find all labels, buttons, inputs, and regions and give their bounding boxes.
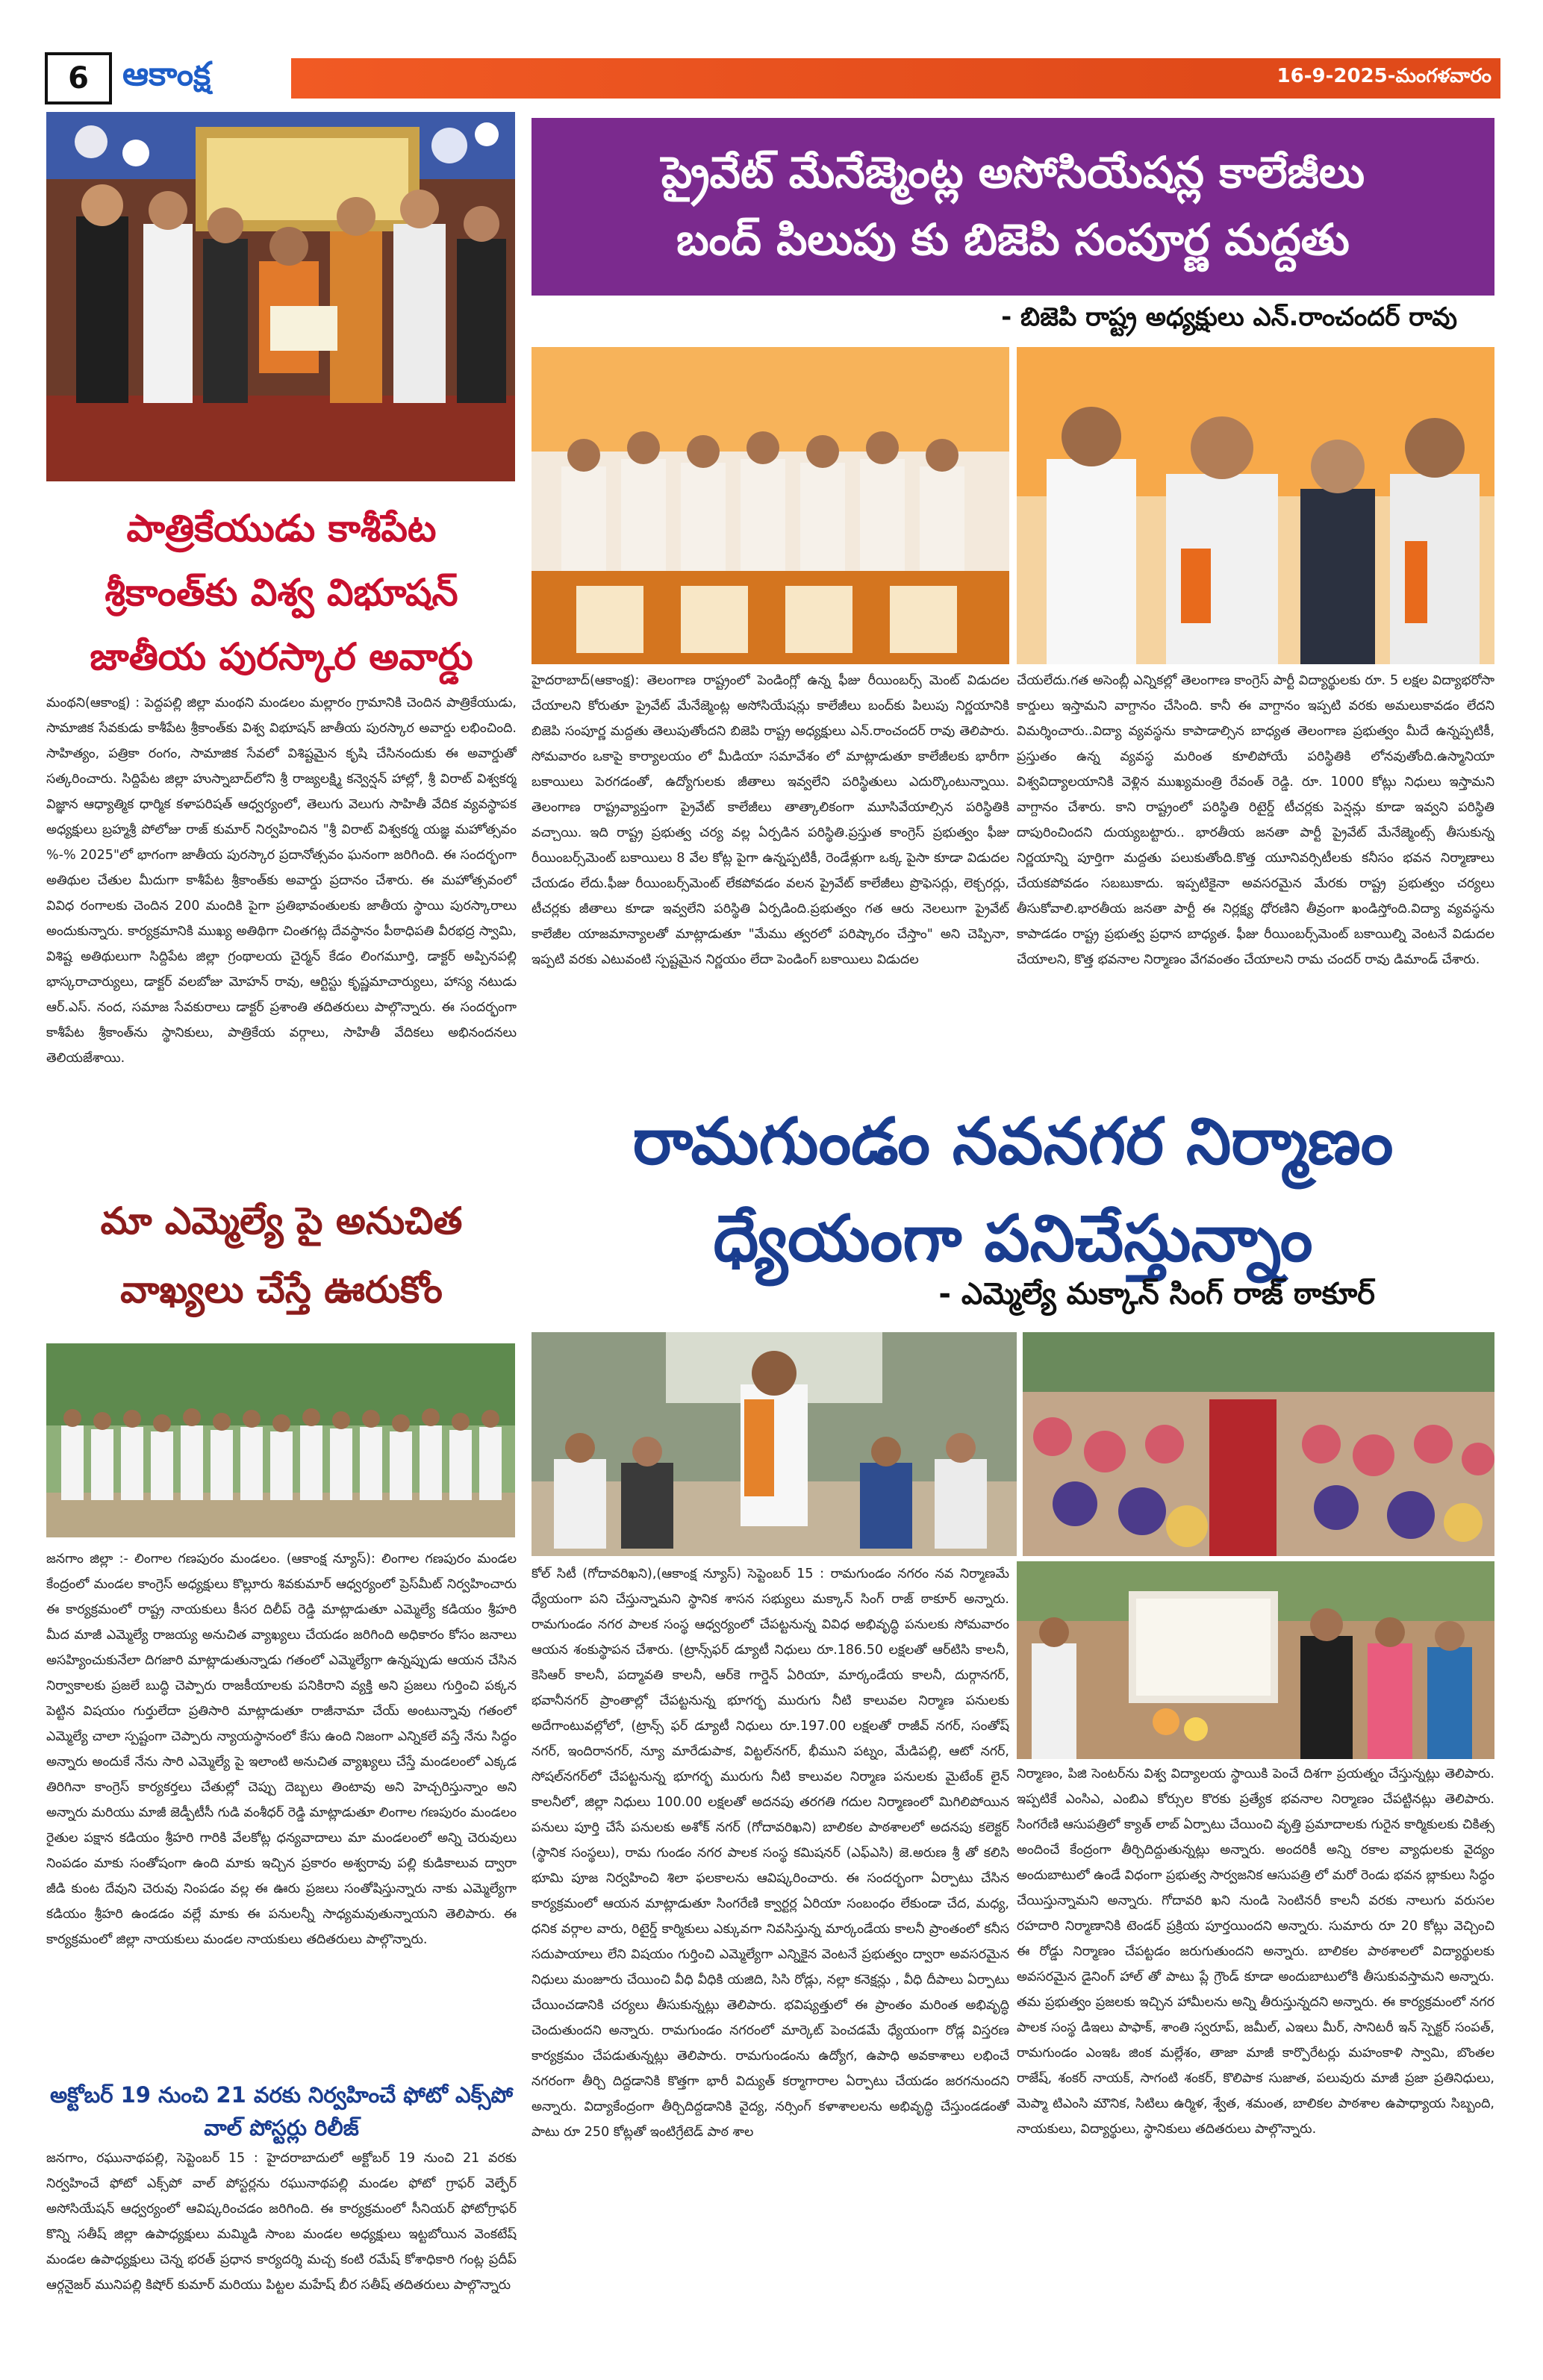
ramagundam-story-byline: - ఎమ్మెల్యే మక్కాన్ సింగ్ రాజ్ ఠాకూర్ xyxy=(938,1277,1375,1311)
award-story-headline xyxy=(46,496,517,689)
bjp-story-byline: - బిజెపి రాష్ట్ర అధ్యక్షులు ఎన్.రాంచందర్ రావు xyxy=(1001,302,1457,332)
headline-line: వాఖ్యలు చేస్తే ఊరుకోం xyxy=(120,1268,443,1311)
ramagundam-story-headline xyxy=(532,1093,1494,1287)
award-ceremony-photo xyxy=(46,112,515,481)
press-meet-group-photo xyxy=(46,1343,515,1537)
bjp-press-meet-photo xyxy=(1017,347,1494,664)
mla-comments-headline xyxy=(46,1187,517,1324)
foundation-stone-photo xyxy=(1017,1561,1494,1759)
banner-line: బంద్ పిలుపు కు బిజెపి సంపూర్ణ మద్దతు xyxy=(676,214,1350,265)
newspaper-logo: ఆకాంక్ష xyxy=(122,55,211,93)
banner-line: ప్రైవేట్ మేనేజ్మెంట్ల అసోసియేషన్ల కాలేజీలు xyxy=(661,147,1365,199)
award-story-body: మంథని(ఆకాంక్ష) : పెద్దపల్లి జిల్లా మంథని మండలం మల్లారం గ్రామానికి చెందిన పాత్రికేయుడు, సామాజిక సేవకుడు కాశీపేట శ్రీకాంత్‌కు విశ్వ విభూషన్ జాతీయ పురస్కార అవార్డు లభించింది. సాహిత్యం, పత్రికా రంగం, సామాజిక సేవలో విశిష్టమైన కృషి చేసినందుకు ఈ అవార్డుతో సత్కరించారు. సిద్దిపేట జిల్లా హుస్నాబాద్‌లోని శ్రీ రాజ్యలక్ష్మి కన్వెన్షన్ హాల్లో, శ్రీ విరాట్ విశ్వకర్మ విజ్ఞాన ఆధ్యాత్మిక ధార్మిక కళాపరిషత్ ఆధ్వర్యంలో, తెలుగు వెలుగు సాహితీ వేదిక వ్యవస్థాపక అధ్యక్షులు బ్రహ్మశ్రీ పోలోజు రాజ్ కుమార్ నిర్వహించిన "శ్రీ విరాట్ విశ్వకర్మ యజ్ఞ మహోత్సవం %-% 2025"లో భాగంగా జాతీయ పురస్కార ప్రదానోత్సవం ఘనంగా జరిగింది. ఈ సందర్భంగా అతిథుల చేతుల మీదుగా కాశీపేట శ్రీకాంత్‌కు అవార్డు ప్రదానం చేశారు. ఈ మహోత్సవంలో వివిధ రంగాలకు చెందిన 200 మందికి పైగా ప్రతిభావంతులకు జాతీయ స్థాయి పురస్కారాలు అందుకున్నారు. కార్యక్రమానికి ముఖ్య అతిథిగా చింతగట్ల దేవస్థానం పీఠాధిపతి వీరభద్ర స్వామి, విశిష్ట అతిథులుగా సిద్దిపేట జిల్లా గ్రంథాలయ చైర్మన్ కేడం లింగమూర్తి, డాక్టర్ అప్పినపల్లి భాస్కరాచార్యులు, డాక్టర్ వలబోజు మోహన్ రావు, ఆర్టిస్టు కృష్ణమాచార్యులు, హాస్య నటుడు ఆర్.ఎస్. నంద, సమాజ సేవకురాలు డాక్టర్ ప్రశాంతి తదితరులు పాల్గొన్నారు. ఈ సందర్భంగా కాశీపేట శ్రీకాంత్‌ను స్థానికులు, పాత్రికేయ వర్గాలు, సాహితీ వేదికలు అభినందనలు తెలియజేశాయి. xyxy=(46,696,517,1066)
headline-line: మా ఎమ్మెల్యే పై అనుచిత xyxy=(100,1199,463,1243)
photo-expo-body: జనగాం, రఘునాథపల్లి, సెప్టెంబర్ 15 : హైదరాబాదులో అక్టోబర్ 19 నుంచి 21 వరకు నిర్వహించే ఫోటో ఎక్స్‌పో వాల్ పోస్టర్లను రఘునాథపల్లి మండల ఫోటో గ్రాఫర్ వెల్ఫేర్ అసోసియేషన్ ఆధ్వర్యంలో ఆవిష్కరించడం జరిగింది. ఈ కార్యక్రమంలో సీనియర్ ఫోటోగ్రాఫర్ కొన్ని సతీష్ జిల్లా ఉపాధ్యక్షులు మమ్మిడి సాంబ మండల అధ్యక్షులు ఇట్టబోయిన వెంకటేష్ మండల ఉపాధ్యక్షులు చెన్న భరత్ ప్రధాన కార్యదర్శి మచ్చ కంటి రమేష్ కోశాధికారి గంట్ల ప్రదీప్ ఆర్గనైజర్ మునిపల్లి కిషోర్ కుమార్ మరియు పిట్టల మహేష్ బీర సతీష్ తదితరులు పాల్గొన్నారు xyxy=(46,2151,517,2293)
audience-photo xyxy=(1023,1332,1494,1556)
headline-line: రామగుండం నవనగర నిర్మాణం xyxy=(632,1105,1394,1179)
headline-line: శ్రీకాంత్‌కు విశ్వ విభూషన్ xyxy=(105,571,458,614)
masthead xyxy=(45,52,1500,104)
headline-line: జాతీయ పురస్కార అవార్డు xyxy=(90,635,473,678)
mla-comments-body: జనగాం జిల్లా :- లింగాల గణపురం మండలం. (ఆకాంక్ష న్యూస్): లింగాల గణపురం మండల కేంద్రంలో మండల కాంగ్రెస్ అధ్యక్షులు కొల్లూరు శివకుమార్ ఆధ్వర్యంలో ప్రెస్‌మీట్ నిర్వహించారు ఈ కార్యక్రమంలో రాష్ట్ర నాయకులు కీసర దిలీప్ రెడ్డి మాట్లాడుతూ ఎమ్మెల్యే కడియం శ్రీహరి మీద మాజీ ఎమ్మెల్యే రాజయ్య అనుచిత వ్యాఖ్యలు చేయడం జరిగింది అధికారం కోసం జనాలు అసహ్యించుకునేలా దిగజారి మాట్లాడుతున్నాడు గతంలో ఎమ్మెల్యేగా ఉన్నప్పుడు ఆయన చేసిన నిర్వాకాలకు ప్రజలే బుద్ధి చెప్పారు రాజకీయాలకు పనికిరాని వ్యక్తి అని ప్రజలు గుర్తించి పక్కన పెట్టిన విషయం గుర్తులేదా ప్రతిసారి మాట్లాడుతూ రాజీనామా చేయ్ అంటున్నావు గతంలో ఎమ్మెల్యే చాలా స్పష్టంగా చెప్పారు న్యాయస్థానంలో కేసు ఉంది నిజంగా ఎన్నికలే వస్తే నేను సిద్ధం అన్నారు అందుకే నేను సారి ఎమ్మెల్యే పై ఇలాంటి అనుచిత వ్యాఖ్యలు చేస్తే మండలంలో ఎక్కడ తిరిగినా కాంగ్రెస్ కార్యకర్తలు చేతుల్లో చెప్పు దెబ్బలు తింటావు అని హెచ్చరిస్తున్నాం అని అన్నారు మరియు మాజీ జెడ్పీటీసీ గుడి వంశీధర్ రెడ్డి మాట్లాడుతూ లింగాల గణపురం మండలం రైతుల పక్షాన కడియం శ్రీహరి గారికి వేలకోట్ల ధన్యవాదాలు మా మండలంలో అన్ని చెరువులు నింపడం మాకు సంతోషంగా ఉంది మాకు ఇచ్చిన ప్రకారం అశ్వరావు పల్లి కుడికాలువ ద్వారా జీడి కుంట దేవుని చెరువు నింపడం వల్ల ఈ ఊరు ప్రజలు సంతోషిస్తున్నారు నాకు ఎమ్మెల్యేగా కడియం శ్రీహరి ఉండడం వల్లే మాకు ఈ పనులన్నీ సాధ్యమవుతున్నాయని తెలిపారు. ఈ కార్యక్రమంలో జిల్లా నాయకులు మండల నాయకులు తదితరులు పాల్గొన్నారు. xyxy=(46,1552,517,1947)
issue-date: 16-9-2025-మంగళవారం xyxy=(1224,58,1500,99)
bjp-story-body-col1: హైదరాబాద్(ఆకాంక్ష): తెలంగాణ రాష్ట్రంలో పెండింగ్లో ఉన్న ఫీజు రీయింబర్స్ మెంట్ విడుదల చేయాలని కోరుతూ ప్రైవేట్ మేనేజ్మెంట్ల అసోసియేషన్లు కాలేజీలు బంద్‌కు పిలుపు నిర్ణయానికి బిజెపి సంపూర్ణ మద్దతు తెలుపుతోందని బిజెపి రాష్ట్ర అధ్యక్షులు ఎన్.రాంచందర్ రావు తెలిపారు. సోమవారం ఒకాపై కార్యాలయం లో మీడియా సమావేశం లో మాట్లాడుతూ కాలేజీలకు భారీగా బకాయిలు పెరగడంతో, ఉద్యోగులకు జీతాలు ఇవ్వలేని పరిస్థితులు ఎదుర్కొంటున్నాయి. తెలంగాణ రాష్ట్రవ్యాప్తంగా ప్రైవేట్ కాలేజీలు తాత్కాలికంగా మూసివేయాల్సిన పరిస్థితికి వచ్చాయి. ఇది రాష్ట్ర ప్రభుత్వ చర్య వల్ల ఏర్పడిన పరిస్థితి.ప్రస్తుత కాంగ్రెస్ ప్రభుత్వం ఫీజు రీయింబర్స్‌మెంట్ బకాయిలు 8 వేల కోట్ల పైగా ఉన్నప్పటికీ, రెండేళ్లుగా ఒక్క పైసా కూడా విడుదల చేయడం లేదు.ఫీజు రీయింబర్స్‌మెంట్ లేకపోవడం వలన ప్రైవేట్ కాలేజీలు ప్రొఫెసర్లు, లెక్చరర్లు, టీచర్లకు జీతాలు కూడా ఇవ్వలేని పరిస్థితి ఏర్పడింది.ప్రభుత్వం గత ఆరు నెలలుగా ప్రైవేట్ కాలేజీల యాజమాన్యాలతో మాట్లాడుతూ "మేము త్వరలో పరిష్కారం చేస్తాం" అని చెప్పినా, ఇప్పటి వరకు ఎటువంటి స్పష్టమైన నిర్ణయం లేదా పెండింగ్ బకాయిలు విడుదల xyxy=(532,673,1009,967)
headline-line: ధ్యేయంగా పనిచేస్తున్నాం xyxy=(713,1202,1313,1276)
photo-expo-headline: అక్టోబర్ 19 నుంచి 21 వరకు నిర్వహించే ఫోటో ఎక్స్‌పో వాల్ పోస్టర్లు రిలీజ్ xyxy=(49,2082,514,2140)
mla-speaking-photo xyxy=(532,1332,1017,1556)
bjp-story-banner xyxy=(532,118,1494,296)
bjp-dais-photo xyxy=(532,347,1009,664)
headline-line: పాత్రికేయుడు కాశీపేట xyxy=(126,507,437,550)
ramagundam-story-body-col1: కోల్ సిటీ (గోదావరిఖని),(ఆకాంక్ష న్యూస్) సెప్టెంబర్ 15 : రామగుండం నగరం నవ నిర్మాణమే ధ్యేయంగా పని చేస్తున్నామని స్థానిక శాసన సభ్యులు మక్కాన్ సింగ్ రాజ్ ఠాకూర్ అన్నారు. రామగుండం నగర పాలక సంస్థ ఆధ్వర్యంలో చేపట్టనున్న వివిధ అభివృద్ధి పనులకు సోమవారం ఆయన శంకుస్థాపన చేశారు. (ట్రాన్స్‌ఫర్ డ్యూటీ నిధులు రూ.186.50 లక్షలతో ఆర్‌టిసి కాలనీ, కెసిఆర్ కాలనీ, పద్మావతి కాలనీ, ఆర్‌కె గార్డెన్ ఏరియా, మార్కండేయ కాలనీ, దుర్గానగర్, భవానీనగర్ ప్రాంతాల్లో చేపట్టనున్న భూగర్భ మురుగు నీటి కాలువల నిర్మాణ పనులకు అదేగాంటువల్లోలో, (ట్రాన్స్ ఫర్ డ్యూటీ నిధులు రూ.197.00 లక్షలతో రాజీవ్ నగర్, సంతోష్ నగర్, ఇందిరానగర్, న్యూ మారేడుపాక, విట్టల్‌నగర్, భీముని పట్నం, మేడిపల్లి, ఆటో నగర్, సోషల్‌నగర్‌లో చేపట్టనున్న భూగర్భ మురుగు నీటి కాలువల నిర్మాణ పనులకు మైటేంక్ లైన్ కాలనీలో, జిల్లా నిధులు 100.00 లక్షలతో అదనపు తరగతి గదుల నిర్మాణంలో మిగిలిపోయిన పనులు పూర్తి చేసే పనులకు అశోక్ నగర్ (గోదావరిఖని) బాలికల పాఠశాలలో అదనపు కలెక్టర్ (స్థానిక సంస్థలు), రామ గుండం నగర పాలక సంస్థ కమిషనర్ (ఎఫ్‌ఎసి) జె.అరుణ శ్రీ తో కలిసి భూమి పూజ నిర్వహించి శిలా ఫలకాలను ఆవిష్కరించారు. ఈ సందర్భంగా ఏర్పాటు చేసిన కార్యక్రమంలో ఆయన మాట్లాడుతూ సింగరేణి క్వార్టర్ల ఏరియా సంబంధం లేకుండా చేద, మధ్య, ధనిక వర్గాల వారు, రిటైర్డ్ కార్మికులు ఎక్కువగా నివసిస్తున్న మార్కండేయ కాలనీ ప్రాంతంలో కనీస సదుపాయాలు లేని విషయం గుర్తించి ఎమ్మెల్యేగా ఎన్నికైన వెంటనే ప్రభుత్వం ద్వారా అవసరమైన నిధులు మంజూరు చేయించి వీధి వీధికి యజిది, సిసి రోడ్లు, నల్లా కనెక్షన్లు , వీధి దీపాలు ఏర్పాటు చేయించడానికి చర్యలు తీసుకున్నట్లు తెలిపారు. భవిష్యత్తులో ఈ ప్రాంతం మరింత అభివృద్ధి చెందుతుందని అన్నారు. రామగుండం నగరంలో మార్కెట్ పెంచడమే ధ్యేయంగా రోడ్ల విస్తరణ కార్యక్రమం చేపడుతున్నట్లు తెలిపారు. రామగుండంను ఉద్యోగ, ఉపాధి అవకాశాలు లభించే నగరంగా తీర్చి దిద్దడానికి కొత్తగా భారీ విద్యుత్ కర్మాగారాల ఏర్పాటు చేయడం జరగనుందని అన్నారు. విద్యాకేంద్రంగా తీర్చిదిద్దడానికి వైద్య, నర్సింగ్ కళాశాలలను అభివృద్ధి చేస్తుండడంతో పాటు రూ 250 కోట్లతో ఇంటిగ్రేటెడ్ పాఠ శాల xyxy=(532,1567,1009,2140)
page-number: 6 xyxy=(45,52,112,104)
ramagundam-story-body-col2: నిర్మాణం, పిజి సెంటర్‌ను విశ్వ విద్యాలయ స్థాయికి పెంచే దిశగా ప్రయత్నం చేస్తున్నట్లు తెలిపారు. ఇప్పటికే ఎంసిఎ, ఎంబిఎ కోర్సుల కొరకు ప్రత్యేక భవనాల నిర్మాణం చేపట్టినట్లు తెలిపారు. సింగరేణి ఆసుపత్రిలో క్యాత్ లాబ్ ఏర్పాటు చేయించి వృత్తి ప్రమాదాలకు గురైన కార్మికులకు చికిత్స అందించే కేంద్రంగా తీర్చిదిద్దుతున్నట్లు అన్నారు. అందరికీ అన్ని రకాల వ్యాధులకు వైద్యం అందుబాటులో ఉండే విధంగా ప్రభుత్వ సార్వజనిక ఆసుపత్రి లో మరో రెండు భవన బ్లాకులు సిద్ధం చేయిస్తున్నామని అన్నారు. గోదావరి ఖని నుండి సెంటినరీ కాలనీ వరకు నాలుగు వరుసల రహదారి నిర్మాణానికి టెండర్ ప్రక్రియ పూర్తయిందని అన్నారు. సుమారు రూ 20 కోట్లు వెచ్చించి ఈ రోడ్డు నిర్మాణం చేపట్టడం జరుగుతుందని అన్నారు. బాలికల పాఠశాలలో విద్యార్థులకు అవసరమైన డైనింగ్ హాల్ తో పాటు ప్లే గ్రౌండ్ కూడా అందుబాటులోకి తీసుకువస్తామని అన్నారు. తమ ప్రభుత్వం ప్రజలకు ఇచ్చిన హామీలను అన్ని తీరుస్తున్నదని అన్నారు. ఈ కార్యక్రమంలో నగర పాలక సంస్థ డిఇలు పాఫాక్, శాంతి స్వరూప్, జమీల్, ఎఇలు మీర్, సానిటరీ ఇన్ స్పెక్టర్ సంపత్, రామగుండం ఎంఇఓ జింక మల్లేశం, తాజా మాజీ కార్పొరేటర్లు మహంకాళి స్వామి, బొంతల రాజేష్, శంకర్ నాయక్, సాగంటి శంకర్, కొలిపాక సుజాత, పలువురు మాజీ ప్రజా ప్రతినిధులు, మెప్మా టిఎంసి మౌనిక, సిటిలు ఉర్మిళ, శ్వేత, శమంత, బాలికల పాఠశాల ఉపాధ్యాయ సిబ్బంది, నాయకులు, విద్యార్థులు, స్థానికులు తదితరులు పాల్గొన్నారు. xyxy=(1017,1767,1494,2137)
header-band xyxy=(291,58,1224,99)
bjp-story-body-col2: చేయలేదు.గత అసెంబ్లీ ఎన్నికల్లో తెలంగాణ కాంగ్రెస్ పార్టీ విద్యార్థులకు రూ. 5 లక్షల విద్యాభరోసా కార్డులు ఇస్తామని వాగ్దానం చేసింది. కానీ ఈ వాగ్దానం ఇప్పటి వరకు అమలుకావడం లేదని విమర్శించారు..విద్యా వ్యవస్థను కాపాడాల్సిన బాధ్యత తెలంగాణ ప్రభుత్వం మీదే ఉన్నప్పటికీ, ప్రస్తుతం ఉన్న వ్యవస్థ మరింత కూలిపోయే పరిస్థితికి లోనవుతోంది.ఉస్మానియా విశ్వవిద్యాలయానికి వెళ్లిన ముఖ్యమంత్రి రేవంత్ రెడ్డి. రూ. 1000 కోట్లు నిధులు ఇస్తామని వాగ్దానం చేశారు. కాని రాష్ట్రంలో పరిస్థితి రిటైర్డ్ టీచర్లకు పెన్షన్లు కూడా ఇవ్వని పరిస్థితి దాపురించిందని దుయ్యబట్టారు.. భారతీయ జనతా పార్టీ ప్రైవేట్ మేనేజ్మెంట్స్ తీసుకున్న నిర్ణయాన్ని పూర్తిగా మద్దతు పలుకుతోంది.కొత్త యూనివర్సిటీలకు కనీసం భవన నిర్మాణాలు చేయకపోవడం సబబుకాదు. ఇప్పటికైనా అవసరమైన మేరకు రాష్ట్ర ప్రభుత్వం చర్యలు తీసుకోవాలి.భారతీయ జనతా పార్టీ ఈ నిర్లక్ష్య ధోరణిని తీవ్రంగా ఖండిస్తోంది.విద్యా వ్యవస్థను కాపాడడం రాష్ట్ర ప్రభుత్వ ప్రధాన బాధ్యత. ఫీజు రీయింబర్స్‌మెంట్ బకాయిల్ని వెంటనే విడుదల చేయాలని, కొత్త భవనాల నిర్మాణం వేగవంతం చేయాలని రామ చందర్ రావు డిమాండ్ చేశారు. xyxy=(1017,673,1494,967)
